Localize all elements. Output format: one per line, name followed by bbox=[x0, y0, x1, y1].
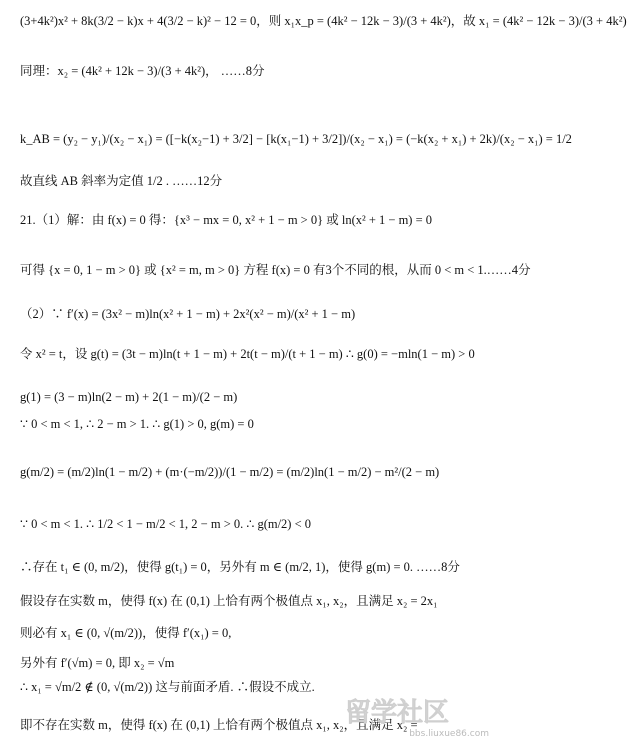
line-3: k_AB = (y₂ − y₁)/(x₂ − x₁) = ([−k(x₂−1) + 3/2] − [k(x₁−1) + 3/2])/(x₂ − x₁) = (−k(x₂ + x₁) + 2k)/(x₂ − x₁) = 1/2 bbox=[20, 132, 572, 146]
line-16: 另外有 f′(√m) = 0, 即 x₂ = √m bbox=[20, 656, 175, 670]
watermark-logo bbox=[341, 693, 491, 733]
line-9: g(1) = (3 − m)ln(2 − m) + 2(1 − m)/(2 − m) bbox=[20, 390, 238, 404]
line-7: （2）∵ f′(x) = (3x² − m)ln(x² + 1 − m) + 2x²(x² − m)/(x² + 1 − m) bbox=[20, 307, 356, 321]
line-18: 即不存在实数 m，使得 f(x) 在 (0,1) 上恰有两个极值点 x₁, x₂，且满足 x₂ = bbox=[20, 718, 418, 732]
line-6: 可得 {x = 0, 1 − m > 0} 或 {x² = m, m > 0} 方程 f(x) = 0 有3个不同的根，从而 0 < m < 1.……4分 bbox=[20, 263, 531, 277]
svg-text:留学社区: 留学社区 bbox=[345, 698, 450, 728]
line-14: 假设存在实数 m，使得 f(x) 在 (0,1) 上恰有两个极值点 x₁, x₂，且满足 x₂ = 2x₁ bbox=[20, 594, 438, 608]
line-13: ∴存在 t₁ ∈ (0, m/2)，使得 g(t₁) = 0，另外有 m ∈ (m/2, 1)，使得 g(m) = 0. ……8分 bbox=[20, 560, 460, 574]
line-4: 故直线 AB 斜率为定值 1/2 . ……12分 bbox=[20, 174, 223, 188]
line-8: 令 x² = t，设 g(t) = (3t − m)ln(t + 1 − m) + 2t(t − m)/(t + 1 − m) ∴ g(0) = −mln(1 − m) > 0 bbox=[20, 347, 475, 361]
watermark-url: bbs.liuxue86.com bbox=[409, 729, 489, 739]
line-1: (3+4k²)x² + 8k(3/2 − k)x + 4(3/2 − k)² − 12 = 0，则 x₁x_p = (4k² − 12k − 3)/(3 + 4k²)，故 x₁ = (4k² − 12k − 3)/(3 + 4k²) bbox=[20, 14, 627, 28]
line-2: 同理：x₂ = (4k² + 12k − 3)/(3 + 4k²)， ……8分 bbox=[20, 64, 265, 78]
line-17: ∴ x₁ = √m/2 ∉ (0, √(m/2)) 这与前面矛盾. ∴假设不成立. bbox=[20, 680, 315, 694]
line-12: ∵ 0 < m < 1. ∴ 1/2 < 1 − m/2 < 1, 2 − m > 0. ∴ g(m/2) < 0 bbox=[20, 517, 312, 531]
watermark-logo-graphic bbox=[341, 693, 491, 733]
line-11: g(m/2) = (m/2)ln(1 − m/2) + (m·(−m/2))/(1 − m/2) = (m/2)ln(1 − m/2) − m²/(2 − m) bbox=[20, 465, 440, 479]
line-10: ∵ 0 < m < 1, ∴ 2 − m > 1. ∴ g(1) > 0, g(m) = 0 bbox=[20, 417, 254, 431]
line-5: 21.（1）解：由 f(x) = 0 得：{x³ − mx = 0, x² + 1 − m > 0} 或 ln(x² + 1 − m) = 0 bbox=[20, 213, 433, 227]
line-15: 则必有 x₁ ∈ (0, √(m/2))，使得 f′(x₁) = 0, bbox=[20, 626, 232, 640]
